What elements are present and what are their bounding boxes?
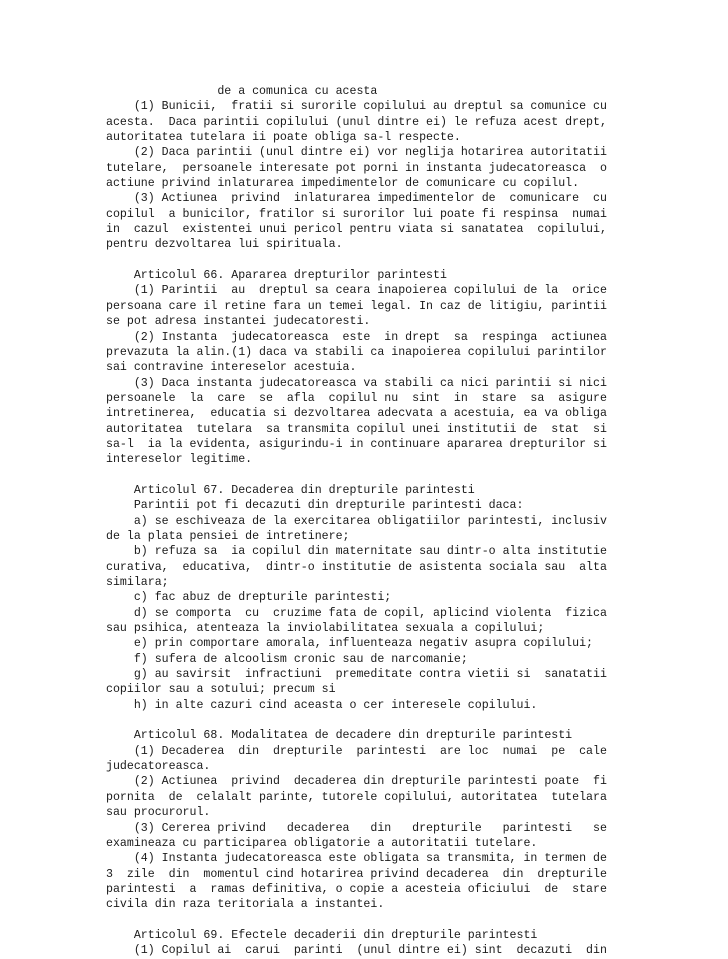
text-line: sai contravine intereselor acestuia. bbox=[106, 361, 357, 375]
text-line: (2) Actiunea privind decaderea din drepturile parintesti poate fi bbox=[106, 775, 607, 789]
text-line: copiilor sau a sotului; precum si bbox=[106, 683, 336, 697]
text-line: (4) Instanta judecatoreasca este obligata sa transmita, in termen de bbox=[106, 852, 607, 866]
text-line: (1) Parintii au dreptul sa ceara inapoierea copilului de la orice bbox=[106, 284, 607, 298]
text-line: d) se comporta cu cruzime fata de copil, aplicind violenta fizica bbox=[106, 606, 607, 620]
text-line: similara; bbox=[106, 576, 169, 589]
text-line: sa-l ia la evidenta, asigurindu-i in continuare apararea drepturilor si bbox=[106, 437, 607, 451]
text-line: acesta. Daca parintii copilului (unul dintre ei) le refuza acest drept, bbox=[106, 115, 607, 129]
text-line: (1) Decaderea din drepturile parintesti are loc numai pe cale bbox=[106, 744, 607, 758]
text-line: sau procurorul. bbox=[106, 806, 211, 820]
text-line: (3) Cererea privind decaderea din drepturile parintesti se bbox=[106, 821, 607, 835]
text-line: copilul a bunicilor, fratilor si surorilor lui poate fi respinsa numai bbox=[106, 207, 607, 221]
text-line: (3) Daca instanta judecatoreasca va stabili ca nici parintii si nici bbox=[106, 376, 607, 390]
text-line: h) in alte cazuri cind aceasta o cer interesele copilului. bbox=[106, 698, 538, 712]
paragraph-gap bbox=[106, 253, 626, 268]
text-line: c) fac abuz de drepturile parintesti; bbox=[106, 591, 392, 605]
text-line: (2) Instanta judecatoreasca este in drept sa respinga actiunea bbox=[106, 330, 607, 344]
text-line: parintesti a ramas definitiva, o copie a acesteia oficiului de stare bbox=[106, 882, 607, 896]
text-line: (1) Bunicii, fratii si surorile copilului au dreptul sa comunice cu bbox=[106, 100, 607, 114]
paragraph-gap bbox=[106, 913, 626, 928]
text-line: intereselor legitime. bbox=[106, 453, 253, 467]
text-line: curativa, educativa, dintr-o institutie de asistenta sociala sau alta bbox=[106, 560, 607, 574]
text-line: examineaza cu participarea obligatorie a autoritatii tutelare. bbox=[106, 836, 538, 850]
text-line: pentru dezvoltarea lui spirituala. bbox=[106, 238, 343, 252]
text-line: f) sufera de alcoolism cronic sau de narcomanie; bbox=[106, 652, 468, 666]
text-line: persoanele la care se afla copilul nu sint in stare sa asigure bbox=[106, 391, 607, 405]
text-line: de la plata pensiei de intretinere; bbox=[106, 529, 350, 543]
text-line: (1) Copilul ai carui parinti (unul dintre ei) sint decazuti din bbox=[106, 944, 607, 958]
text-line: se pot adresa instantei judecatoresti. bbox=[106, 315, 371, 329]
text-line: Articolul 68. Modalitatea de decadere din drepturile parintesti bbox=[106, 729, 573, 743]
text-line: e) prin comportare amorala, influenteaza negativ asupra copilului; bbox=[106, 637, 594, 651]
text-line: (2) Daca parintii (unul dintre ei) vor neglija hotarirea autoritatii bbox=[106, 146, 607, 160]
text-line: judecatoreasca. bbox=[106, 760, 211, 774]
text-line: Parintii pot fi decazuti din drepturile parintesti daca: bbox=[106, 499, 524, 513]
text-line: 3 zile din momentul cind hotarirea privind decaderea din drepturile bbox=[106, 867, 607, 881]
text-line: autoritatea tutelara sa transmita copilul unei institutii de stat si bbox=[106, 422, 607, 436]
text-line: Articolul 67. Decaderea din drepturile parintesti bbox=[106, 483, 475, 497]
text-line: intretinerea, educatia si dezvoltarea adecvata a acestuia, ea va obliga bbox=[106, 407, 607, 421]
text-line: prevazuta la alin.(1) daca va stabili ca inapoierea copilului parintilor bbox=[106, 345, 607, 359]
text-line: sau psihica, atenteaza la inviolabilitatea sexuala a copilului; bbox=[106, 622, 545, 636]
text-line: Articolul 69. Efectele decaderii din drepturile parintesti bbox=[106, 928, 538, 942]
text-line: civila din raza teritoriala a instantei. bbox=[106, 898, 385, 912]
document-text bbox=[106, 84, 626, 959]
text-line: actiune privind inlaturarea impedimentelor de comunicare cu copilul. bbox=[106, 177, 580, 191]
paragraph-gap bbox=[106, 713, 626, 728]
text-line: pornita de celalalt parinte, tutorele copilului, autoritatea tutelara bbox=[106, 790, 607, 804]
text-line: a) se eschiveaza de la exercitarea obligatiilor parintesti, inclusiv bbox=[106, 514, 607, 528]
text-line: de a comunica cu acesta bbox=[106, 85, 378, 98]
text-line: g) au savirsit infractiuni premeditate contra vietii si sanatatii bbox=[106, 668, 607, 682]
text-line: tutelare, persoanele interesate pot porni in instanta judecatoreasca o bbox=[106, 161, 607, 175]
text-line: autoritatea tutelara ii poate obliga sa-l respecte. bbox=[106, 131, 461, 145]
text-line: b) refuza sa ia copilul din maternitate sau dintr-o alta institutie bbox=[106, 545, 607, 559]
text-line: (3) Actiunea privind inlaturarea impedimentelor de comunicare cu bbox=[106, 192, 607, 206]
text-line: persoana care il retine fara un temei legal. In caz de litigiu, parintii bbox=[106, 299, 607, 313]
text-line: Articolul 66. Apararea drepturilor parintesti bbox=[106, 269, 447, 283]
text-line: in cazul existentei unui pericol pentru viata si sanatatea copilului, bbox=[106, 223, 607, 237]
paragraph-gap bbox=[106, 468, 626, 483]
